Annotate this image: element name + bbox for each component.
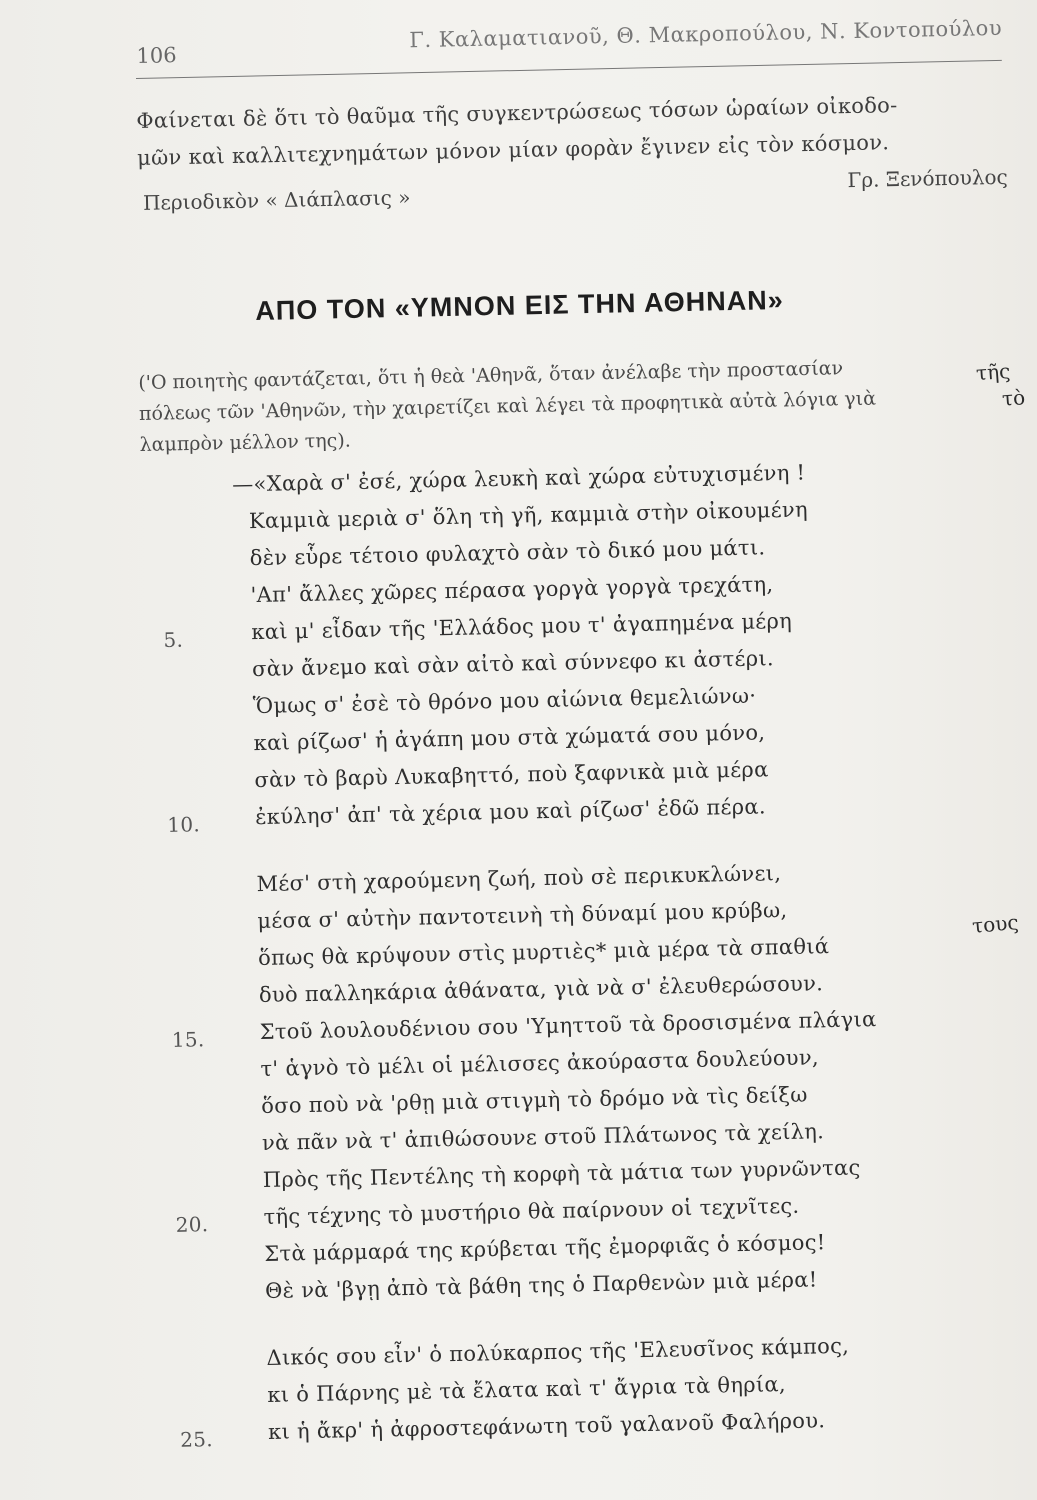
verse-text: Μέσ' στὴ χαρούμενη ζωή, ποὺ σὲ περικυκλώνει, xyxy=(256,861,782,897)
verse-text: ὅπως θὰ κρύψουν στὶς μυρτιὲς* μιὰ μέρα τὰ σπαθιά xyxy=(257,934,830,971)
verse-text: ἐκύλησ' ἀπ' τὰ χέρια μου καὶ ρίζωσ' ἐδῶ πέρα. xyxy=(254,794,767,830)
line-number: 10. xyxy=(167,812,201,837)
line-number: 20. xyxy=(175,1212,209,1237)
verse-text: Ὅμως σ' ἐσὲ τὸ θρόνο μου αἰώνια θεμελιώνω· xyxy=(252,683,757,719)
verse-text: Θὲ νὰ 'βγῃ ἀπὸ τὰ βάθη της ὁ Παρθενὼν μιὰ μέρα! xyxy=(264,1267,818,1303)
verse-text: —«Χαρὰ σ' ἐσέ, χώρα λευκὴ καὶ χώρα εὐτυχισμένη ! xyxy=(231,460,806,497)
verse-text: νὰ πᾶν νὰ τ' ἀπιθώσουνε στοῦ Πλάτωνος τὰ χείλη. xyxy=(261,1119,825,1156)
intro-line: λαμπρὸν μέλλον της). xyxy=(139,429,351,456)
verse-text: μέσα σ' αὐτὴν παντοτεινὴ τὴ δύναμί μου κρύβω, xyxy=(257,897,788,934)
page-number: 106 xyxy=(136,43,177,68)
line-number: 5. xyxy=(163,627,184,652)
epigraph xyxy=(136,85,1008,221)
verse-text: κι ἡ ἄκρ' ἡ ἀφροστεφάνωτη τοῦ γαλανοῦ Φαλήρου. xyxy=(267,1408,826,1444)
margin-correction-word: τους xyxy=(971,910,1020,938)
verse-text: δὲν εὗρε τέτοιο φυλαχτὸ σὰν τὸ δικό μου μάτι. xyxy=(249,535,766,571)
verse-text: τῆς τέχνης τὸ μυστήριο θὰ παίρνουν οἱ τεχνῖτες. xyxy=(263,1193,800,1229)
verse-text: Καμμιὰ μεριὰ σ' ὅλη τὴ γῆ, καμμιὰ στὴν οἰκουμένη xyxy=(248,497,809,534)
verse-text: κι ὁ Πάρνης μὲ τὰ ἔλατα καὶ τ' ἄγρια τὰ θηρία, xyxy=(267,1372,787,1407)
line-number: 25. xyxy=(179,1427,214,1452)
epigraph-line: μῶν καὶ καλλιτεχνημάτων μόνον μίαν φορὰν ἔγινεν εἰς τὸν κόσμον. xyxy=(136,130,890,170)
section-title: ΑΠΟ ΤΟΝ «ΥΜΝΟΝ ΕΙΣ ΤΗΝ ΑΘΗΝΑΝ» xyxy=(255,284,785,326)
verse-text: τ' ἁγνὸ τὸ μέλι οἱ μέλισσες ἀκούραστα δουλεύουν, xyxy=(260,1045,820,1082)
verse-text: ὅσο ποὺ νὰ 'ρθῃ μιὰ στιγμὴ τὸ δρόμο νὰ τὶς δείξω xyxy=(261,1082,808,1119)
verse-text: Στὰ μάρμαρά της κρύβεται τῆς ἐμορφιᾶς ὁ κόσμος! xyxy=(264,1230,826,1266)
verse-text: σὰν τὸ βαρὺ Λυκαβηττό, ποὺ ξαφνικὰ μιὰ μέρα xyxy=(254,757,769,793)
header-authors: Γ. Καλαματιανοῦ, Θ. Μακροπούλου, Ν. Κοντοπούλου xyxy=(409,15,1003,53)
poem xyxy=(160,457,980,1459)
stanza xyxy=(160,457,968,844)
section-intro xyxy=(138,350,980,461)
verse-text: δυὸ παλληκάρια ἀθάνατα, γιὰ νὰ σ' ἐλευθερώσουν. xyxy=(258,971,824,1008)
stanza xyxy=(168,857,977,1318)
intro-line: ('Ο ποιητὴς φαντάζεται, ὅτι ἡ θεὰ 'Αθηνᾶ, ὅταν ἀνέλαβε τὴν προστασίαν xyxy=(138,357,844,394)
verse-text: 'Απ' ἄλλες χῶρες πέρασα γοργὰ γοργὰ τρεχάτη, xyxy=(250,572,774,608)
intro-line: πόλεως τῶν 'Αθηνῶν, τὴν χαιρετίζει καὶ λέγει τὰ προφητικὰ αὐτὰ λόγια γιὰ xyxy=(138,387,877,425)
verse-text: Πρὸς τῆς Πεντέλης τὴ κορφὴ τὰ μάτια των γυρνῶντας xyxy=(262,1155,861,1192)
verse-text: Δικός σου εἶν' ὁ πολύκαρπος τῆς 'Ελευσῖνος κάμπος, xyxy=(266,1333,850,1370)
verse-text: καὶ ρίζωσ' ἡ ἀγάπη μου στὰ χώματά σου μόνο, xyxy=(253,720,766,756)
epigraph-author: Γρ. Ξενόπουλος xyxy=(847,164,1008,193)
line-number: 15. xyxy=(171,1027,205,1052)
epigraph-line: Φαίνεται δὲ ὅτι τὸ θαῦμα τῆς συγκεντρώσεως τόσων ὡραίων οἰκοδο- xyxy=(136,93,898,133)
epigraph-source: Περιοδικὸν « Διάπλασις » xyxy=(142,185,411,215)
verse-text: Στοῦ λουλουδένιου σου 'Υμηττοῦ τὰ δροσισμένα πλάγια xyxy=(259,1007,877,1045)
intro-margin-word: τὸ xyxy=(1001,385,1026,411)
verse-text: καὶ μ' εἶδαν τῆς 'Ελλάδος μου τ' ἀγαπημένα μέρη xyxy=(251,608,793,645)
verse-text: σὰν ἄνεμο καὶ σὰν αἰτὸ καὶ σύννεφο κι ἀστέρι. xyxy=(251,646,775,682)
intro-margin-word: τῆς xyxy=(975,358,1012,386)
stanza xyxy=(178,1331,980,1459)
running-head xyxy=(136,16,1003,74)
